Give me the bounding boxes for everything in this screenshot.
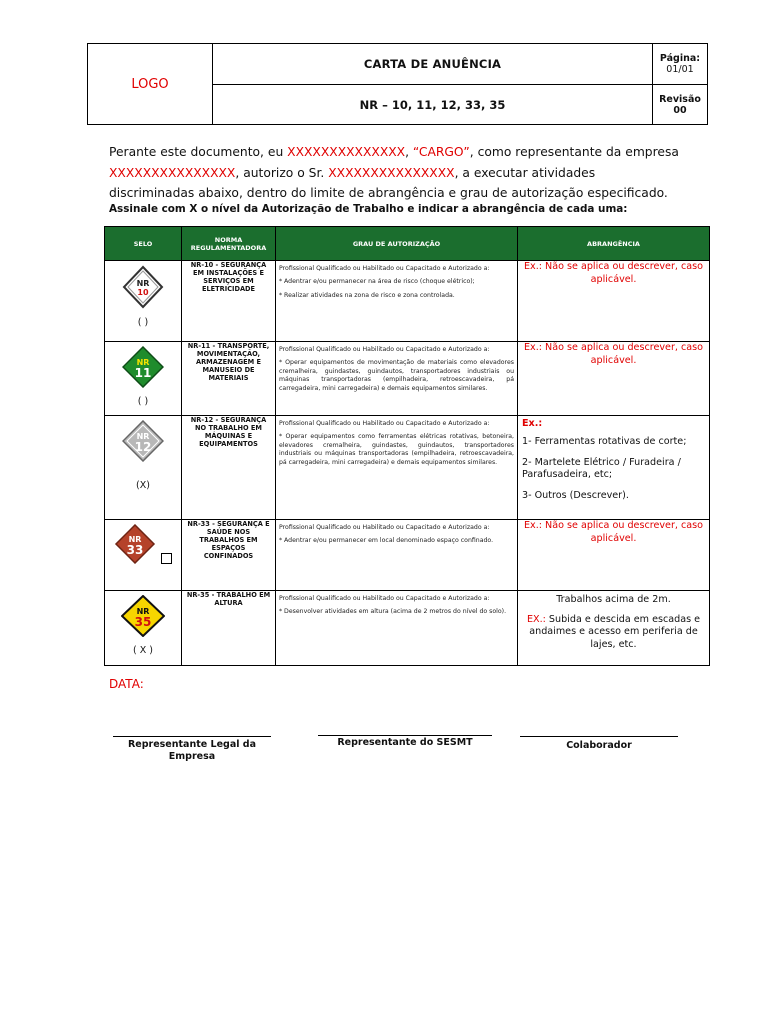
nr10-badge-icon: [122, 265, 164, 309]
selection-checkbox-nr33[interactable]: [161, 553, 172, 564]
grau-title: Profissional Qualificado ou Habilitado ou Capacitado e Autorizado a:: [279, 524, 490, 531]
grau-item: * Adentrar e/ou permanecer em local denominado espaço confinado.: [279, 537, 494, 545]
revision-label: Revisão: [659, 94, 701, 105]
list-item: 3- Outros (Descrever).: [522, 490, 629, 501]
norma-cell: NR-33 - SEGURANÇA E SAÚDE NOS TRABALHOS EM ESPAÇOS CONFINADOS: [182, 520, 276, 591]
nr35-badge-nr: NR: [136, 607, 150, 616]
abrangencia-text: Subida e descida em escadas e andaimes e acesso em periferia de lajes, etc.: [529, 613, 701, 650]
selo-cell: [105, 520, 182, 591]
grau-title: Profissional Qualificado ou Habilitado ou Capacitado e Autorizado a:: [279, 420, 490, 427]
nr33-badge-nr: NR: [128, 535, 142, 544]
declarant-cargo: “CARGO”: [412, 145, 470, 159]
signature-label-colaborador: Colaborador: [566, 740, 632, 751]
signature-line-sesmt[interactable]: [318, 735, 492, 736]
abrangencia-cell[interactable]: Ex.: Não se aplica ou descrever, caso aplicável.: [518, 520, 710, 591]
col-header-norma: NORMA REGULAMENTADORA: [182, 227, 276, 261]
table-row: [105, 342, 710, 416]
grau-cell: [276, 342, 518, 416]
instruction-text: Assinale com X o nível da Autorização de Trabalho e indicar a abrangência de cada uma:: [109, 203, 628, 215]
company-name: XXXXXXXXXXXXXXX: [109, 165, 236, 180]
norma-cell: NR-35 - TRABALHO EM ALTURA: [182, 591, 276, 666]
norma-cell: NR-11 - TRANSPORTE, MOVIMENTAÇÃO, ARMAZENAGEM E MANUSEIO DE MATERIAIS: [182, 342, 276, 416]
abrangencia-example-head: EX.:: [526, 613, 546, 625]
signature-label-legal: Representante Legal da Empresa: [127, 739, 257, 762]
grau-cell: [276, 261, 518, 342]
abrangencia-cell[interactable]: [518, 591, 710, 666]
grau-item: * Adentrar e/ou permanecer na área de risco (choque elétrico);: [279, 278, 475, 286]
grau-item: * Operar equipamentos como ferramentas elétricas rotativas, betoneira, elevadores cremalheira, guindastes, guindautos, transportadores industriais ou máquinas transportadoras (empilhadeira, retroescavadeira, pá carregadeira, mini carregadeira) e demais equipamentos similares.: [279, 433, 514, 466]
intro-text-1: Perante este documento, eu: [109, 145, 288, 159]
nr11-badge-nr: NR: [136, 358, 150, 367]
selection-mark-nr35[interactable]: ( X ): [133, 645, 153, 656]
abrangencia-cell[interactable]: Ex.: Não se aplica ou descrever, caso aplicável.: [518, 342, 710, 416]
page-value: 01/01: [666, 64, 694, 75]
table-row: [105, 416, 710, 520]
grau-title: Profissional Qualificado ou Habilitado ou Capacitado e Autorizado a:: [279, 265, 490, 272]
norma-cell: NR-10 - SEGURANÇA EM INSTALAÇÕES E SERVIÇOS EM ELETRICIDADE: [182, 261, 276, 342]
document-header: [87, 43, 708, 125]
abrangencia-cell[interactable]: [518, 416, 710, 520]
norma-cell: NR-12 - SEGURANÇA NO TRABALHO EM MÁQUINAS E EQUIPAMENTOS: [182, 416, 276, 520]
logo-placeholder: LOGO: [88, 44, 213, 125]
table-row: [105, 261, 710, 342]
nr10-badge-num: 10: [137, 288, 149, 297]
nr12-badge-num: 12: [134, 440, 152, 454]
selo-cell: [105, 261, 182, 342]
table-row: [105, 591, 710, 666]
declarant-name: XXXXXXXXXXXXXX: [287, 145, 406, 159]
grau-item: * Desenvolver atividades em altura (acima de 2 metros do nível do solo).: [279, 608, 507, 616]
col-header-selo: SELO: [105, 227, 182, 261]
selo-cell: [105, 416, 182, 520]
col-header-grau: GRAU DE AUTORIZAÇÃO: [276, 227, 518, 261]
table-row: [105, 520, 710, 591]
signature-label-sesmt: Representante do SESMT: [337, 737, 473, 748]
grau-title: Profissional Qualificado ou Habilitado ou Capacitado e Autorizado a:: [279, 595, 490, 602]
nr33-badge-icon: [114, 524, 156, 564]
abrangencia-cell[interactable]: Ex.: Não se aplica ou descrever, caso aplicável.: [518, 261, 710, 342]
intro-text-2: , como representante da empresa: [469, 145, 679, 159]
selection-mark-nr10[interactable]: ( ): [137, 317, 149, 328]
intro-paragraph: [109, 142, 681, 204]
grau-item: * Operar equipamentos de movimentação de materiais como elevadores cremalheira, guindastes, guindautos, transportadores industriais ou máquinas transportadoras (empilhadeira, retroescavadeira, pá carregadeira, mini carregadeira) e demais equipamentos similares.: [279, 359, 514, 392]
revision-info: [653, 85, 707, 125]
revision-value: 00: [673, 105, 687, 116]
date-label[interactable]: DATA:: [109, 677, 144, 691]
page-label: Página:: [659, 53, 701, 64]
grau-cell: [276, 520, 518, 591]
abrangencia-title: Trabalhos acima de 2m.: [556, 594, 671, 605]
table-header-row: [105, 227, 710, 261]
list-item: 1- Ferramentas rotativas de corte;: [522, 436, 687, 447]
grau-cell: [276, 416, 518, 520]
page-info: [653, 44, 707, 85]
selection-mark-nr11[interactable]: ( ): [137, 396, 149, 407]
nr11-badge-num: 11: [134, 366, 152, 380]
grau-item: * Realizar atividades na zona de risco e zona controlada.: [279, 291, 455, 299]
intro-text-4: , a executar atividades discriminadas abaixo, dentro do limite de abrangência e grau de autorização especificado.: [109, 165, 668, 200]
col-header-abrangencia: ABRANGÊNCIA: [518, 227, 710, 261]
grau-title: Profissional Qualificado ou Habilitado ou Capacitado e Autorizado a:: [279, 346, 490, 353]
intro-comma: ,: [405, 145, 413, 159]
authorized-name: XXXXXXXXXXXXXXX: [328, 165, 455, 180]
signature-line-colaborador[interactable]: [520, 736, 678, 737]
nr33-badge-num: 33: [126, 543, 144, 557]
nr11-badge-icon: [122, 346, 164, 388]
nr35-badge-icon: [121, 595, 165, 637]
selection-mark-nr12[interactable]: (X): [136, 480, 150, 491]
nr35-badge-num: 35: [134, 615, 152, 629]
selo-cell: [105, 591, 182, 666]
list-item: 2- Martelete Elétrico / Furadeira / Parafusadeira, etc;: [522, 457, 681, 480]
nr10-badge-nr: NR: [136, 279, 150, 288]
document-subtitle: NR – 10, 11, 12, 33, 35: [213, 85, 653, 125]
abrangencia-example-head: Ex.:: [522, 418, 543, 429]
authorization-table: [104, 226, 710, 666]
selo-cell: [105, 342, 182, 416]
grau-cell: [276, 591, 518, 666]
nr12-badge-nr: NR: [136, 432, 150, 441]
document-title: CARTA DE ANUÊNCIA: [213, 44, 653, 85]
signature-line-legal[interactable]: [113, 736, 271, 737]
intro-text-3: , autorizo o Sr.: [235, 165, 329, 180]
nr12-badge-icon: [122, 420, 164, 462]
